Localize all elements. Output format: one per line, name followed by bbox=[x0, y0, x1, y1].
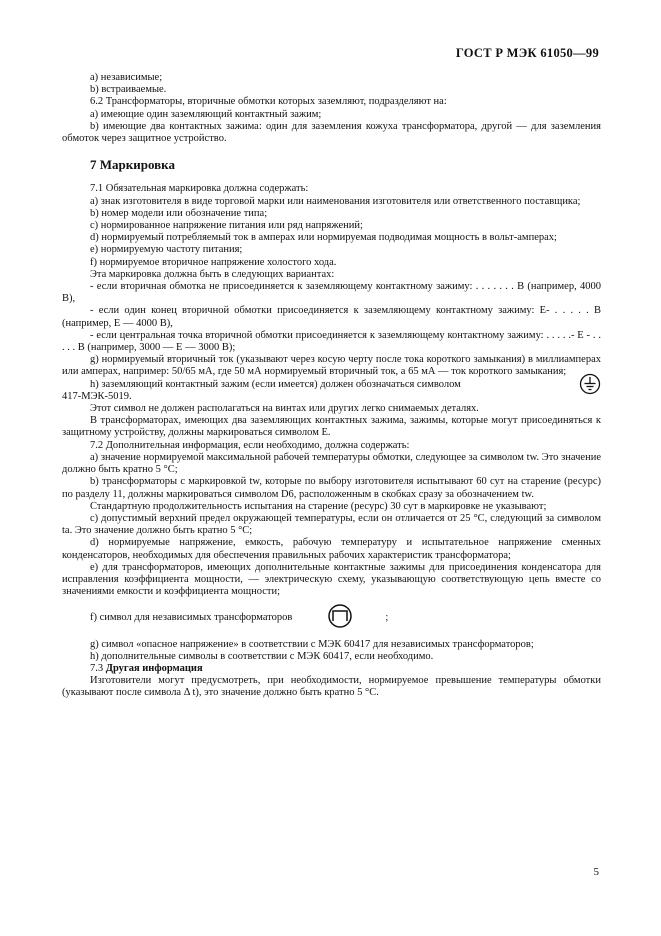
ground-symbol-item bbox=[62, 379, 601, 391]
list-item: b) трансформаторы с маркировкой tw, которые по выбору изготовителя испытывают 60 сут на старение (ресурс) по разделу 11, должны маркироваться символом D6, расположенным в скобках сразу за обозначением tw. bbox=[62, 476, 601, 500]
independent-transformer-icon bbox=[298, 604, 354, 632]
clause-number: 7.3 bbox=[90, 662, 104, 674]
clause-7-2: 7.2 Дополнительная информация, если необходимо, должна содержать: bbox=[90, 439, 410, 451]
list-item: d) нормируемые напряжение, емкость, рабочую температуру и испытательное напряжение сменных конденсаторов, необходимых для обеспечения правильных рабочих характеристик трансформатора; bbox=[62, 537, 601, 561]
list-item: g) символ «опасное напряжение» в соответствии с МЭК 60417 для независимых трансформаторов; bbox=[90, 638, 534, 650]
list-item: b) номер модели или обозначение типа; bbox=[90, 207, 268, 219]
variant-item: - если вторичная обмотка не присоединяется к заземляющему контактному зажиму: . . . . . . . В (например, 4000 В), bbox=[62, 281, 601, 305]
page-number: 5 bbox=[593, 866, 599, 878]
symbol-reference: 417-МЭК-5019. bbox=[62, 390, 132, 402]
paragraph: Эта маркировка должна быть в следующих вариантах: bbox=[90, 268, 335, 280]
clause-title: Другая информация bbox=[105, 662, 203, 674]
list-item: d) нормируемый потребляемый ток в амперах или нормируемая подводимая мощность в вольт-амперах; bbox=[90, 232, 557, 244]
clause-7-3 bbox=[62, 663, 601, 675]
document-header: ГОСТ Р МЭК 61050—99 bbox=[455, 46, 599, 60]
list-item: а) значение нормируемой максимальной рабочей температуры обмотки, следующее за символом tw. Это значение должно быть кратно 5 °С; bbox=[62, 451, 601, 476]
list-item: b) встраиваемые. bbox=[90, 84, 167, 96]
section-title: 7 Маркировка bbox=[90, 157, 175, 173]
list-item: h) дополнительные символы в соответствии с МЭК 60417, если необходимо. bbox=[90, 650, 434, 662]
list-item: a) независимые; bbox=[90, 72, 163, 83]
list-item: е) нормируемую частоту питания; bbox=[90, 244, 243, 256]
list-item: с) допустимый верхний предел окружающей температуры, если он отличается от 25 °С, следующий за символом ta. Это значение должно быть кратно 5 °С; bbox=[62, 512, 601, 537]
page-content bbox=[62, 72, 601, 700]
ground-terminal-icon bbox=[551, 373, 601, 399]
variant-item: - если центральная точка вторичной обмотки присоединяется к заземляющему контактному зажиму: . . . . .- Е - . . . . . В (например, 3000 — Е — 3000 В); bbox=[62, 329, 601, 354]
paragraph: Этот символ не должен располагаться на винтах или других легко снимаемых деталях. bbox=[90, 403, 479, 415]
clause-6-2: 6.2 Трансформаторы, вторичные обмотки которых заземляют, подразделяют на: bbox=[90, 96, 447, 108]
list-item: е) для трансформаторов, имеющих дополнительные контактные зажимы для присоединения конденсатора для исправления коэффициента мощности, — электрическую схему, указывающую соответствующую цепь вместе со значениями емкости и коэффициента мощности; bbox=[62, 561, 601, 598]
symbol-item-suffix: ; bbox=[385, 612, 389, 624]
list-item: с) нормированное напряжение питания или ряд напряжений; bbox=[90, 220, 363, 232]
paragraph: Изготовители могут предусмотреть, при необходимости, нормируемое превышение температуры обмотки (указывают после символа Δ t), это значение должно быть кратно 5 °С. bbox=[62, 675, 601, 699]
list-item: b) имеющие два контактных зажима: один для заземления кожуха трансформатора, другой — для заземления обмоток через защитное устройство. bbox=[62, 120, 601, 145]
list-item: а) знак изготовителя в виде торговой марки или наименования изготовителя или ответственного поставщика; bbox=[90, 195, 581, 207]
paragraph: В трансформаторах, имеющих два заземляющих контактных зажима, зажимы, которые могут присоединяться к защитному устройству, должны маркироваться символом Е. bbox=[62, 415, 601, 439]
independent-transformer-symbol-item bbox=[62, 604, 601, 632]
list-item: g) нормируемый вторичный ток (указывают через косую черту после тока короткого замыкания) в миллиамперах или амперах, например: 50/65 мА, где 50 мА нормируемый вторичный ток, а 65 мА — ток короткого замыкания; bbox=[62, 354, 601, 378]
list-item: f) нормируемое вторичное напряжение холостого хода. bbox=[90, 256, 337, 268]
ground-symbol-text: h) заземляющий контактный зажим (если имеется) должен обозначаться символом bbox=[90, 378, 461, 390]
paragraph: Стандартную продолжительность испытания на старение (ресурс) 30 сут в маркировке не указывают; bbox=[90, 500, 547, 512]
list-item: а) имеющие один заземляющий контактный зажим; bbox=[90, 108, 322, 120]
clause-7-1: 7.1 Обязательная маркировка должна содержать: bbox=[90, 183, 309, 195]
variant-item: - если один конец вторичной обмотки присоединяется к заземляющему контактному зажиму: Е- . . . . . В (например, Е — 4000 В), bbox=[62, 305, 601, 329]
symbol-item-text: f) символ для независимых трансформаторов bbox=[90, 612, 293, 624]
